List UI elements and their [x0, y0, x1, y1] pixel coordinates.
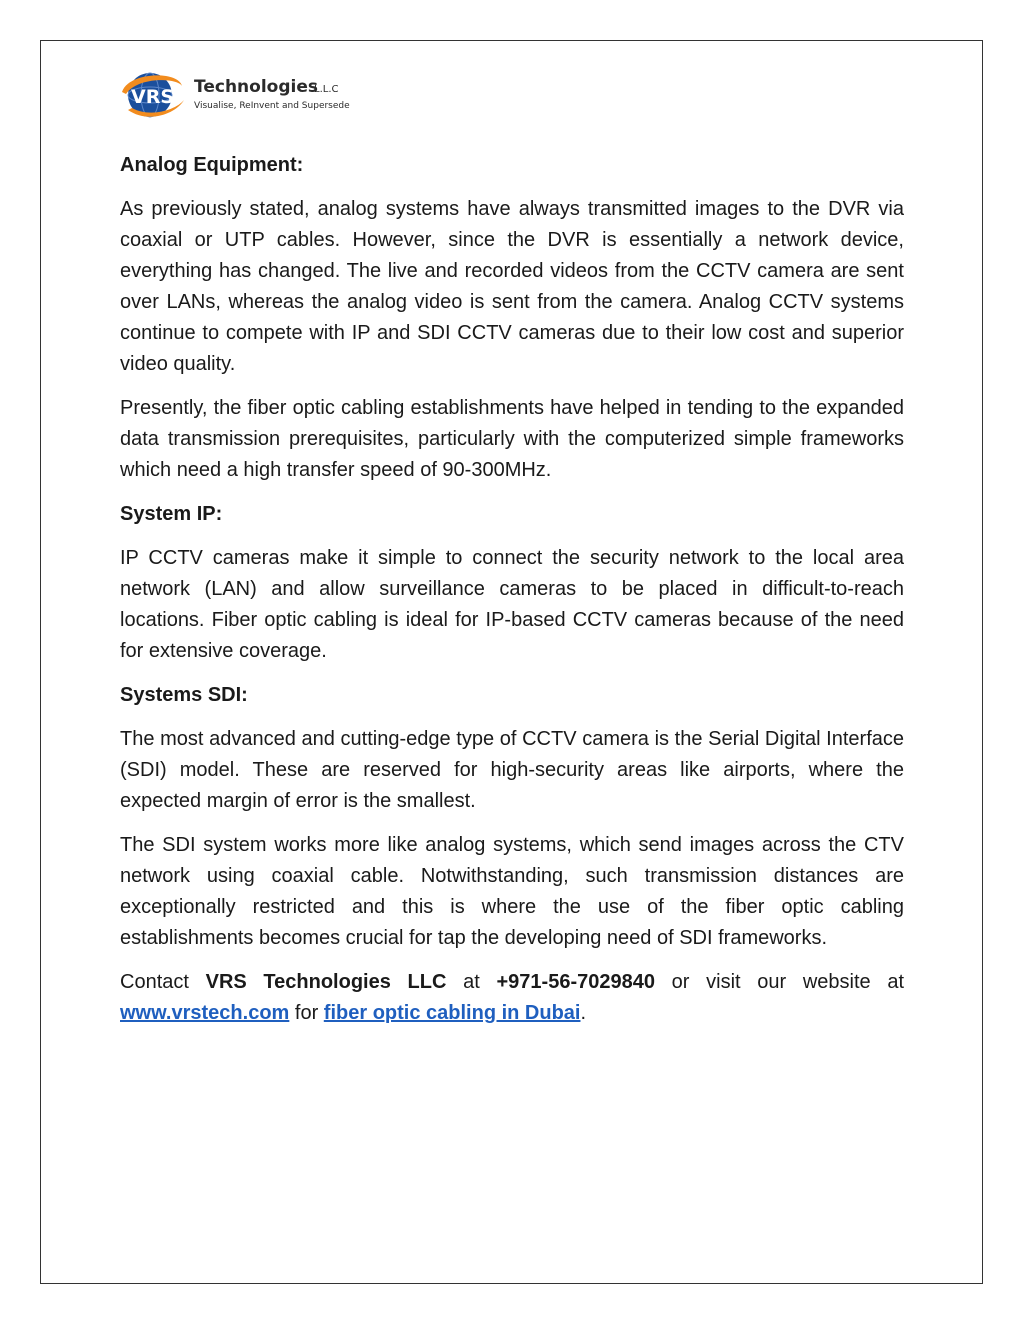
contact-at: at [463, 971, 480, 993]
paragraph-analog-1: As previously stated, analog systems have always transmitted images to the DVR via coaxial or UTP cables. However, since the DVR is essentially a network device, everything has changed. The live and recorded videos from the CCTV camera are sent over LANs, whereas the analog video is sent from the camera. Analog CCTV systems continue to compete with IP and SDI CCTV cameras due to their low cost and superior video quality. [120, 198, 904, 375]
heading-systems-sdi: Systems SDI: [120, 684, 248, 706]
document-body [120, 150, 904, 1042]
paragraph-sdi-1: The most advanced and cutting-edge type of CCTV camera is the Serial Digital Interface (SDI) model. These are reserved for high-security areas like airports, where the expected margin of error is the smallest. [120, 728, 904, 812]
heading-analog-equipment: Analog Equipment: [120, 154, 304, 176]
website-link[interactable]: www.vrstech.com [120, 1002, 290, 1024]
contact-end: . [580, 1002, 587, 1024]
heading-system-ip: System IP: [120, 503, 223, 525]
logo-mark-text: VRS [131, 86, 175, 108]
logo-company-suffix: L.L.C [314, 84, 339, 95]
contact-prefix: Contact [120, 971, 189, 993]
paragraph-analog-2: Presently, the fiber optic cabling establishments have helped in tending to the expanded data transmission prerequisites, particularly with the computerized simple frameworks which need a high transfer speed of 90-300MHz. [120, 397, 904, 481]
fiber-optic-cabling-link[interactable]: fiber optic cabling in Dubai [323, 1002, 581, 1024]
contact-phone: +971-56-7029840 [496, 971, 655, 993]
company-logo [118, 62, 368, 132]
logo-tagline: Visualise, ReInvent and Supersede [194, 101, 350, 111]
contact-company-name: VRS Technologies LLC [205, 971, 447, 993]
paragraph-sdi-2: The SDI system works more like analog systems, which send images across the CTV network using coaxial cable. Notwithstanding, such transmission distances are exceptionally restricted and this is where the use of the fiber optic cabling establishments becomes crucial for tap the developing need of SDI frameworks. [120, 834, 904, 949]
paragraph-ip-1: IP CCTV cameras make it simple to connect the security network to the local area network (LAN) and allow surveillance cameras to be placed in difficult-to-reach locations. Fiber optic cabling is ideal for IP-based CCTV cameras because of the need for extensive coverage. [120, 547, 904, 662]
contact-middle-text: or visit our website at [671, 971, 905, 993]
logo-company-name: Technologies [194, 77, 318, 97]
contact-paragraph [120, 967, 904, 1029]
contact-for: for [294, 1002, 319, 1024]
